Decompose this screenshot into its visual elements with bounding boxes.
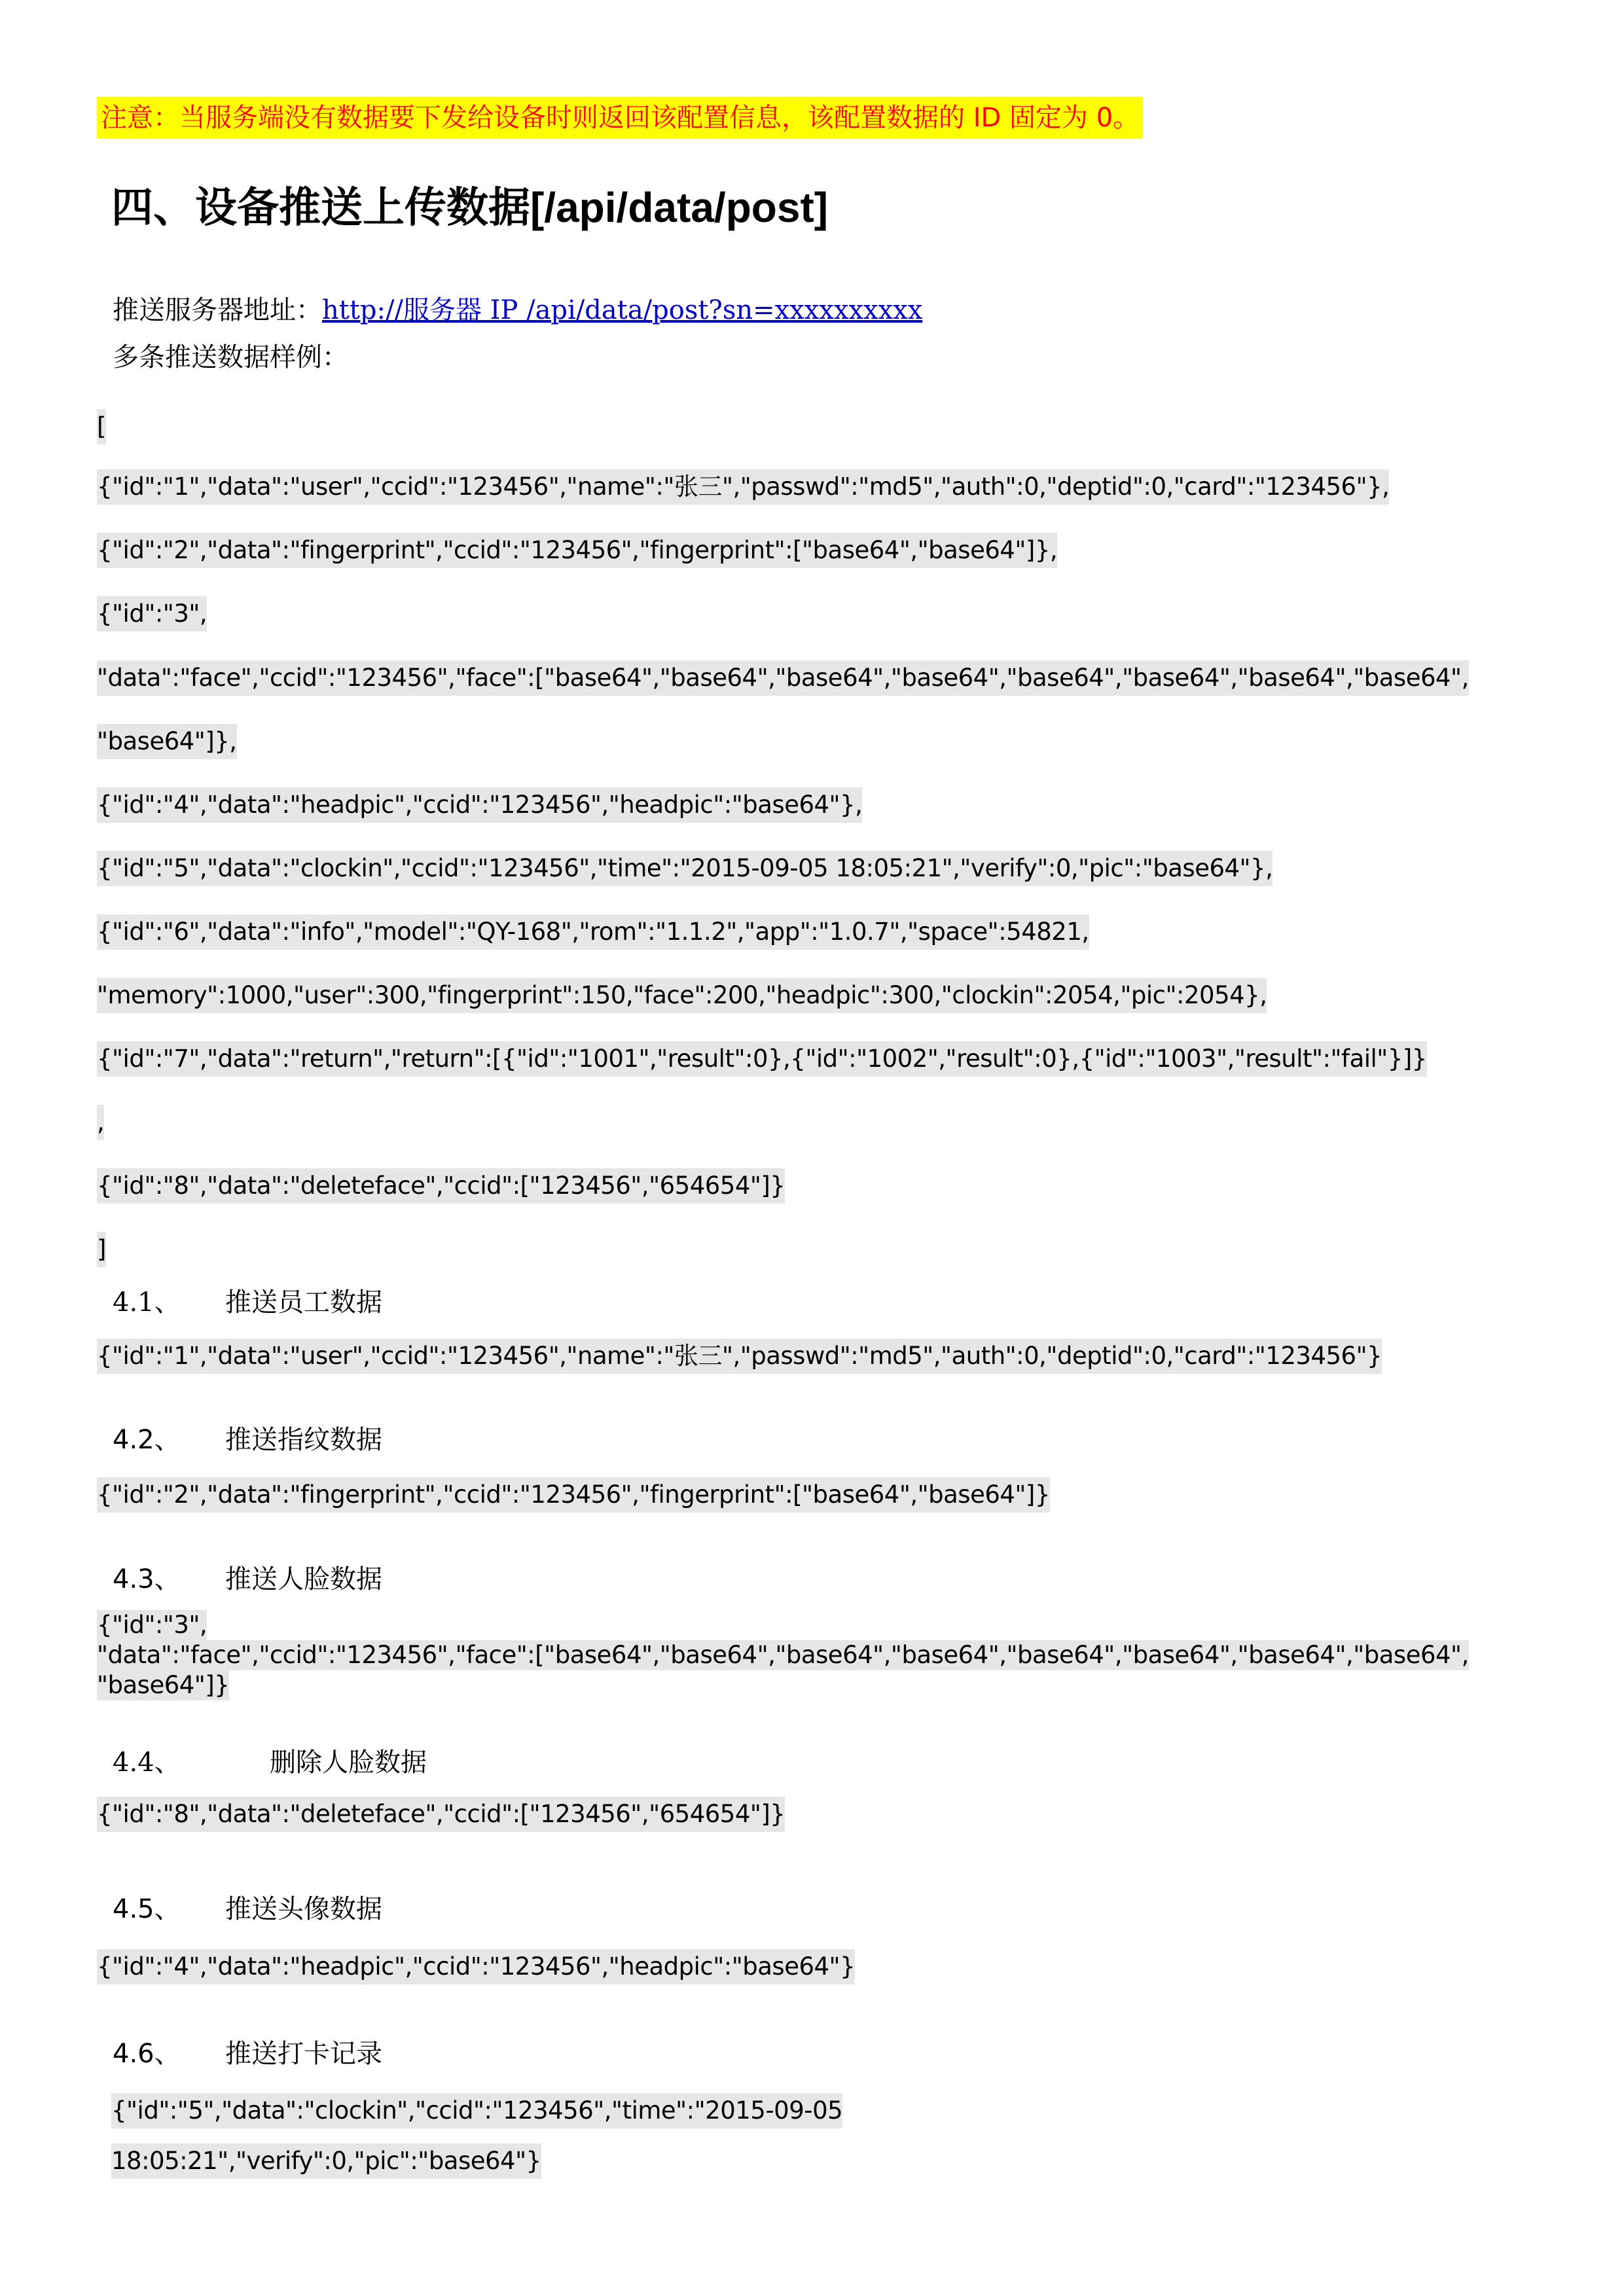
- subsection-code-line: "data":"face","ccid":"123456","face":["base64","base64","base64","base64","base64","base64","base64","base64",: [97, 1641, 1469, 1669]
- sample-line: {"id":"1","data":"user","ccid":"123456","name":"张三","passwd":"md5","auth":0,"deptid":0,"card":"123456"},: [97, 469, 1389, 505]
- sample-line: [: [97, 409, 106, 444]
- sample-line: ]: [97, 1232, 106, 1267]
- sample-line: "memory":1000,"user":300,"fingerprint":150,"face":200,"headpic":300,"clockin":2054,"pic":2054},: [97, 978, 1267, 1013]
- subsection-4-1-heading: [113, 1284, 382, 1321]
- subsection-code-line: {"id":"5","data":"clockin","ccid":"123456","time":"2015-09-05: [111, 2093, 842, 2128]
- subsection-number: 4.3、: [113, 1564, 181, 1594]
- subsection-code-line: {"id":"3",: [97, 1611, 208, 1639]
- sample-line: {"id":"5","data":"clockin","ccid":"123456","time":"2015-09-05 18:05:21","verify":0,"pic":"base64"},: [97, 851, 1272, 886]
- subsection-code-line: {"id":"1","data":"user","ccid":"123456","name":"张三","passwd":"md5","auth":0,"deptid":0,"card":"123456"}: [97, 1338, 1382, 1374]
- subsection-4-2-heading: [113, 1422, 382, 1458]
- sample-line: {"id":"7","data":"return","return":[{"id":"1001","result":0},{"id":"1002","result":0},{"id":"1003","result":"fail"}]}: [97, 1041, 1427, 1077]
- sample-line: {"id":"2","data":"fingerprint","ccid":"123456","fingerprint":["base64","base64"]},: [97, 533, 1057, 568]
- subsection-4-3-heading: [113, 1561, 382, 1598]
- server-address-link[interactable]: http://服务器 IP /api/data/post?sn=xxxxxxxxxx: [322, 295, 923, 325]
- sample-line: {"id":"8","data":"deleteface","ccid":["123456","654654"]}: [97, 1168, 785, 1204]
- subsection-title: 删除人脸数据: [270, 1748, 427, 1778]
- subsection-4-6-heading: [113, 2036, 382, 2072]
- subsection-code-line: {"id":"4","data":"headpic","ccid":"123456","headpic":"base64"}: [97, 1949, 855, 1984]
- subsection-4-4-heading: [113, 1744, 427, 1781]
- section-heading: 四、设备推送上传数据[/api/data/post]: [111, 184, 829, 231]
- subsection-code-line: "base64"]}: [97, 1671, 230, 1699]
- sample-line: "data":"face","ccid":"123456","face":["base64","base64","base64","base64","base64","base64","base64","base64",: [97, 660, 1469, 696]
- sample-line: {"id":"4","data":"headpic","ccid":"123456","headpic":"base64"},: [97, 787, 862, 823]
- subsection-code-line: {"id":"8","data":"deleteface","ccid":["123456","654654"]}: [97, 1797, 785, 1832]
- sample-label: 多条推送数据样例：: [113, 342, 348, 372]
- subsection-title: 推送头像数据: [225, 1894, 382, 1924]
- subsection-title: 推送员工数据: [225, 1287, 382, 1318]
- subsection-number: 4.2、: [113, 1425, 181, 1455]
- subsection-number: 4.1、: [113, 1287, 181, 1318]
- server-address-label: 推送服务器地址：: [113, 295, 322, 325]
- subsection-code-line: 18:05:21","verify":0,"pic":"base64"}: [111, 2144, 541, 2179]
- subsection-4-5-heading: [113, 1891, 382, 1928]
- subsection-title: 推送人脸数据: [225, 1564, 382, 1594]
- subsection-number: 4.4、: [113, 1748, 181, 1778]
- subsection-number: 4.5、: [113, 1894, 181, 1924]
- sample-line: {"id":"6","data":"info","model":"QY-168","rom":"1.1.2","app":"1.0.7","space":54821,: [97, 914, 1089, 950]
- sample-line: ,: [97, 1105, 104, 1140]
- warning-note: 注意：当服务端没有数据要下发给设备时则返回该配置信息，该配置数据的 ID 固定为 0。: [97, 97, 1143, 139]
- subsection-number: 4.6、: [113, 2039, 181, 2069]
- subsection-code-line: {"id":"2","data":"fingerprint","ccid":"123456","fingerprint":["base64","base64"]}: [97, 1477, 1050, 1513]
- sample-line: "base64"]},: [97, 724, 237, 759]
- subsection-title: 推送指纹数据: [225, 1425, 382, 1455]
- sample-line: {"id":"3",: [97, 596, 207, 632]
- server-address: [113, 292, 922, 329]
- subsection-title: 推送打卡记录: [225, 2039, 382, 2069]
